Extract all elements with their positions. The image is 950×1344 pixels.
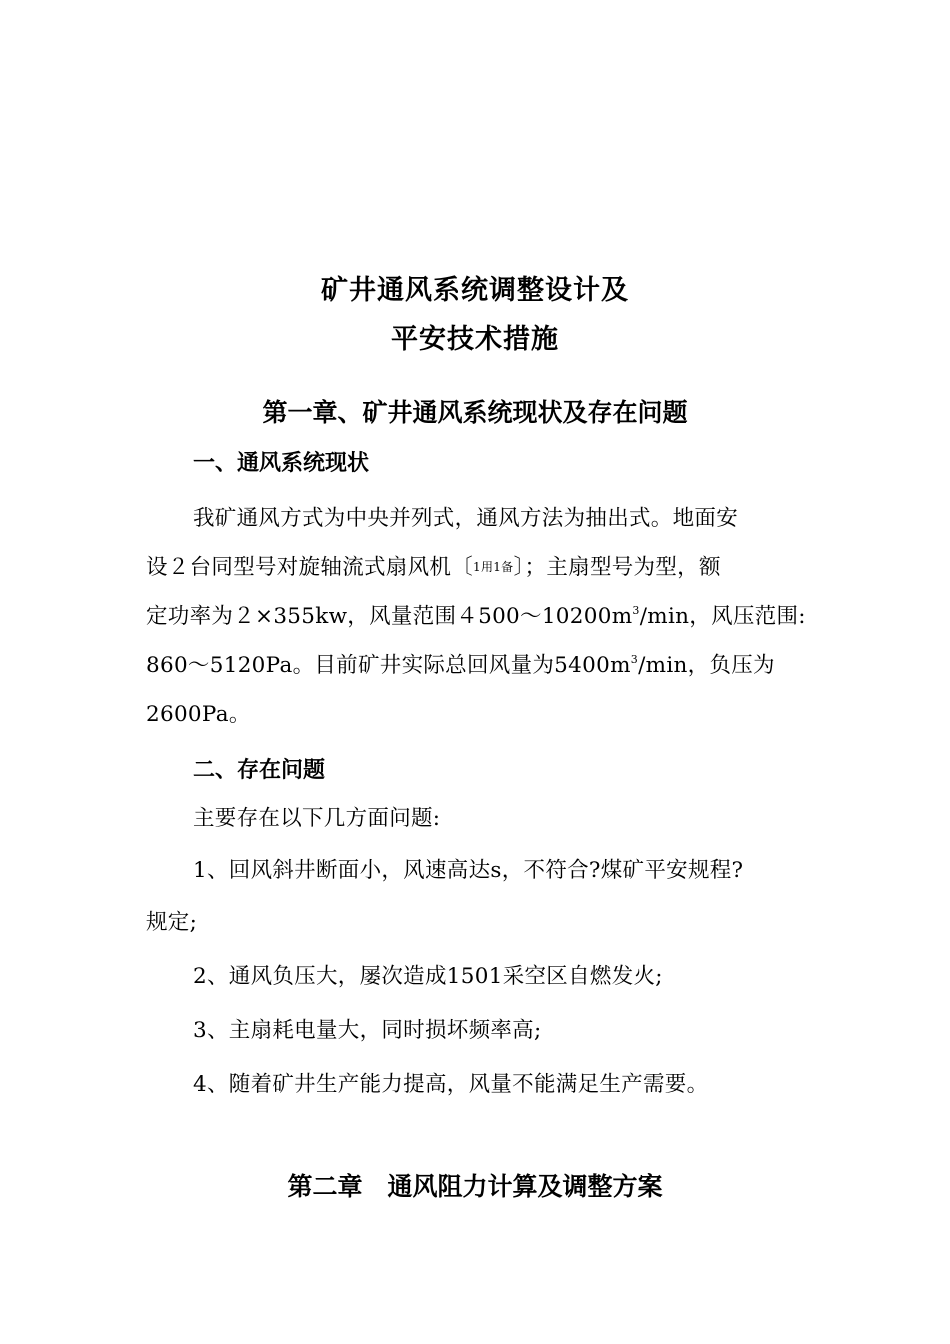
paragraph1-line2-small-note: 1用1备 [473, 560, 514, 574]
paragraph1-line4-text-b: /min，负压为 [638, 653, 775, 678]
section2-heading: 二、存在问题 [193, 757, 326, 783]
issue-item1-line1: 1、回风斜井断面小，风速高达s，不符合?煤矿平安规程? [193, 858, 744, 883]
issue-item1-line2: 规定; [146, 910, 198, 935]
paragraph1-line3-text-b: /min，风压范围: [639, 604, 806, 629]
paragraph1-line5: 2600Pa。 [146, 702, 251, 727]
paragraph1-line2-text-b: 〕；主扇型号为型，额 [513, 555, 721, 580]
section2-intro: 主要存在以下几方面问题: [193, 806, 441, 831]
paragraph1-line4 [146, 655, 775, 677]
paragraph1-line4-superscript: 3 [630, 653, 639, 666]
paragraph1-line1: 我矿通风方式为中央并列式，通风方法为抽出式。地面安 [193, 506, 739, 531]
issue-item2: 2、通风负压大，屡次造成1501采空区自燃发火; [193, 964, 663, 989]
chapter1-heading: 第一章、矿井通风系统现状及存在问题 [262, 398, 688, 427]
paragraph1-line2 [146, 557, 721, 579]
document-title-line2: 平安技术措施 [391, 324, 559, 355]
issue-item4: 4、随着矿井生产能力提高，风量不能满足生产需要。 [193, 1072, 709, 1097]
paragraph1-line3 [146, 606, 806, 628]
issue-item3: 3、主扇耗电量大，同时损坏频率高; [193, 1018, 542, 1043]
paragraph1-line4-text-a: 860～5120Pa。目前矿井实际总回风量为5400m [146, 653, 631, 678]
paragraph1-line3-superscript: 3 [632, 604, 640, 617]
section1-heading: 一、通风系统现状 [193, 450, 370, 476]
paragraph1-line3-text-a: 定功率为２×355kw，风量范围４500～10200m [146, 604, 633, 629]
chapter2-heading: 第二章 通风阻力计算及调整方案 [287, 1172, 663, 1201]
document-title-line1: 矿井通风系统调整设计及 [321, 275, 629, 306]
paragraph1-line2-text-a: 设２台同型号对旋轴流式扇风机〔 [146, 555, 474, 580]
